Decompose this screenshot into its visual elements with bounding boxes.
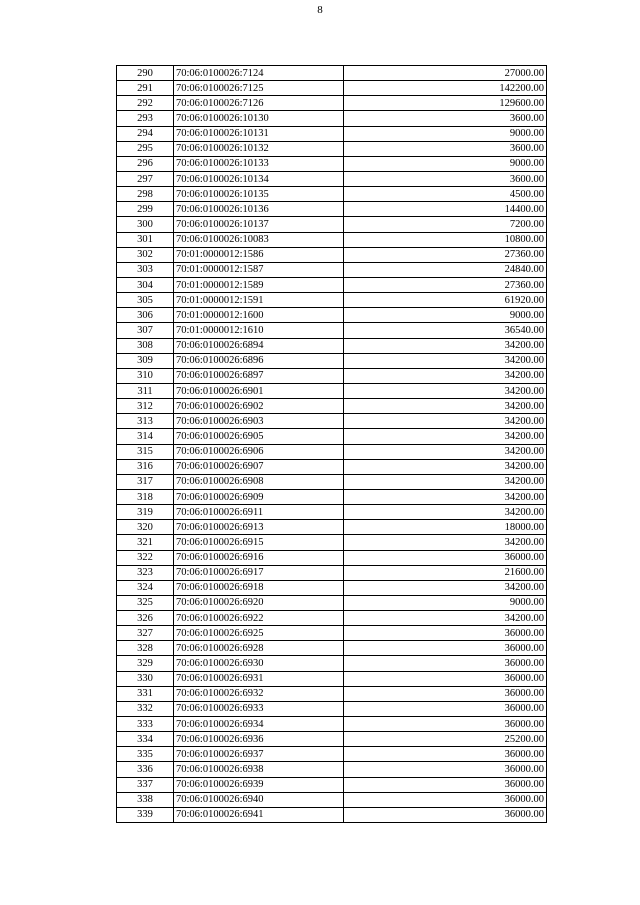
row-number-cell: 300 (117, 217, 174, 232)
cadastral-number-cell: 70:06:0100026:10137 (174, 217, 344, 232)
cadastral-number-cell: 70:06:0100026:10133 (174, 156, 344, 171)
cadastral-number-cell: 70:06:0100026:6932 (174, 686, 344, 701)
table-row (117, 232, 547, 247)
value-cell: 36000.00 (344, 641, 547, 656)
cadastral-number-cell: 70:01:0000012:1587 (174, 262, 344, 277)
cadastral-number-cell: 70:01:0000012:1589 (174, 277, 344, 292)
row-number-cell: 302 (117, 247, 174, 262)
row-number-cell: 336 (117, 762, 174, 777)
cadastral-number-cell: 70:01:0000012:1600 (174, 308, 344, 323)
row-number-cell: 292 (117, 96, 174, 111)
value-cell: 36000.00 (344, 626, 547, 641)
value-cell: 27360.00 (344, 277, 547, 292)
row-number-cell: 312 (117, 399, 174, 414)
value-cell: 3600.00 (344, 171, 547, 186)
row-number-cell: 338 (117, 792, 174, 807)
value-cell: 34200.00 (344, 611, 547, 626)
value-cell: 34200.00 (344, 459, 547, 474)
row-number-cell: 335 (117, 747, 174, 762)
cadastral-number-cell: 70:06:0100026:7125 (174, 81, 344, 96)
row-number-cell: 319 (117, 505, 174, 520)
cadastral-number-cell: 70:06:0100026:10135 (174, 187, 344, 202)
cadastral-number-cell: 70:06:0100026:6941 (174, 807, 344, 822)
table-row (117, 671, 547, 686)
table-row (117, 338, 547, 353)
table-row (117, 626, 547, 641)
value-cell: 10800.00 (344, 232, 547, 247)
row-number-cell: 328 (117, 641, 174, 656)
page-number: 8 (317, 4, 323, 16)
table-row (117, 595, 547, 610)
value-cell: 36000.00 (344, 717, 547, 732)
table-row (117, 762, 547, 777)
value-cell: 36000.00 (344, 807, 547, 822)
table-row (117, 686, 547, 701)
row-number-cell: 291 (117, 81, 174, 96)
cadastral-number-cell: 70:06:0100026:6915 (174, 535, 344, 550)
row-number-cell: 308 (117, 338, 174, 353)
table-row (117, 505, 547, 520)
value-cell: 34200.00 (344, 505, 547, 520)
table-row (117, 399, 547, 414)
cadastral-number-cell: 70:06:0100026:6925 (174, 626, 344, 641)
cadastral-number-cell: 70:06:0100026:6940 (174, 792, 344, 807)
row-number-cell: 331 (117, 686, 174, 701)
table-row (117, 520, 547, 535)
cadastral-number-cell: 70:06:0100026:6902 (174, 399, 344, 414)
row-number-cell: 293 (117, 111, 174, 126)
table-row (117, 96, 547, 111)
cadastral-number-cell: 70:06:0100026:6918 (174, 580, 344, 595)
value-cell: 9000.00 (344, 595, 547, 610)
cadastral-number-cell: 70:06:0100026:6930 (174, 656, 344, 671)
table-row (117, 656, 547, 671)
cadastral-number-cell: 70:01:0000012:1610 (174, 323, 344, 338)
value-cell: 61920.00 (344, 293, 547, 308)
table-body (117, 66, 547, 823)
table-row (117, 187, 547, 202)
cadastral-number-cell: 70:06:0100026:6917 (174, 565, 344, 580)
value-cell: 36000.00 (344, 777, 547, 792)
cadastral-number-cell: 70:06:0100026:10131 (174, 126, 344, 141)
table-row (117, 414, 547, 429)
cadastral-number-cell: 70:06:0100026:6905 (174, 429, 344, 444)
value-cell: 34200.00 (344, 444, 547, 459)
row-number-cell: 318 (117, 489, 174, 504)
table-row (117, 444, 547, 459)
value-cell: 7200.00 (344, 217, 547, 232)
row-number-cell: 337 (117, 777, 174, 792)
cadastral-number-cell: 70:06:0100026:6903 (174, 414, 344, 429)
table-row (117, 66, 547, 81)
table-row (117, 323, 547, 338)
table-row (117, 247, 547, 262)
value-cell: 34200.00 (344, 353, 547, 368)
table-row (117, 474, 547, 489)
value-cell: 36540.00 (344, 323, 547, 338)
value-cell: 14400.00 (344, 202, 547, 217)
value-cell: 3600.00 (344, 111, 547, 126)
row-number-cell: 306 (117, 308, 174, 323)
value-cell: 34200.00 (344, 399, 547, 414)
row-number-cell: 314 (117, 429, 174, 444)
table-row (117, 156, 547, 171)
cadastral-number-cell: 70:06:0100026:7126 (174, 96, 344, 111)
cadastral-number-cell: 70:06:0100026:6916 (174, 550, 344, 565)
value-cell: 36000.00 (344, 747, 547, 762)
table-row (117, 732, 547, 747)
cadastral-number-cell: 70:06:0100026:6931 (174, 671, 344, 686)
row-number-cell: 313 (117, 414, 174, 429)
row-number-cell: 304 (117, 277, 174, 292)
row-number-cell: 325 (117, 595, 174, 610)
cadastral-number-cell: 70:01:0000012:1586 (174, 247, 344, 262)
cadastral-number-cell: 70:06:0100026:6897 (174, 368, 344, 383)
table-row (117, 489, 547, 504)
value-cell: 34200.00 (344, 429, 547, 444)
table-row (117, 126, 547, 141)
table-row (117, 308, 547, 323)
value-cell: 9000.00 (344, 308, 547, 323)
row-number-cell: 332 (117, 701, 174, 716)
value-cell: 34200.00 (344, 383, 547, 398)
cadastral-number-cell: 70:06:0100026:6936 (174, 732, 344, 747)
cadastral-number-cell: 70:06:0100026:6938 (174, 762, 344, 777)
row-number-cell: 339 (117, 807, 174, 822)
table-row (117, 611, 547, 626)
row-number-cell: 327 (117, 626, 174, 641)
value-cell: 9000.00 (344, 126, 547, 141)
value-cell: 34200.00 (344, 338, 547, 353)
row-number-cell: 321 (117, 535, 174, 550)
table-row (117, 217, 547, 232)
cadastral-number-cell: 70:06:0100026:6933 (174, 701, 344, 716)
value-cell: 34200.00 (344, 580, 547, 595)
value-cell: 27000.00 (344, 66, 547, 81)
value-cell: 24840.00 (344, 262, 547, 277)
table-row (117, 777, 547, 792)
table-row (117, 277, 547, 292)
value-cell: 142200.00 (344, 81, 547, 96)
value-cell: 34200.00 (344, 474, 547, 489)
cadastral-number-cell: 70:06:0100026:6908 (174, 474, 344, 489)
value-cell: 36000.00 (344, 701, 547, 716)
row-number-cell: 326 (117, 611, 174, 626)
cadastral-number-cell: 70:06:0100026:6896 (174, 353, 344, 368)
table-row (117, 807, 547, 822)
table-row (117, 171, 547, 186)
table-row (117, 429, 547, 444)
row-number-cell: 301 (117, 232, 174, 247)
row-number-cell: 311 (117, 383, 174, 398)
row-number-cell: 333 (117, 717, 174, 732)
cadastral-number-cell: 70:06:0100026:10136 (174, 202, 344, 217)
value-cell: 4500.00 (344, 187, 547, 202)
row-number-cell: 298 (117, 187, 174, 202)
value-cell: 36000.00 (344, 656, 547, 671)
row-number-cell: 323 (117, 565, 174, 580)
cadastral-number-cell: 70:06:0100026:6901 (174, 383, 344, 398)
cadastral-number-cell: 70:06:0100026:7124 (174, 66, 344, 81)
cadastral-number-cell: 70:06:0100026:6920 (174, 595, 344, 610)
value-cell: 129600.00 (344, 96, 547, 111)
cadastral-number-cell: 70:06:0100026:10134 (174, 171, 344, 186)
cadastral-number-cell: 70:06:0100026:6911 (174, 505, 344, 520)
table-row (117, 262, 547, 277)
value-cell: 36000.00 (344, 671, 547, 686)
table-row (117, 747, 547, 762)
row-number-cell: 330 (117, 671, 174, 686)
value-cell: 36000.00 (344, 762, 547, 777)
cadastral-number-cell: 70:06:0100026:6934 (174, 717, 344, 732)
row-number-cell: 303 (117, 262, 174, 277)
cadastral-number-cell: 70:06:0100026:6922 (174, 611, 344, 626)
value-cell: 36000.00 (344, 686, 547, 701)
value-cell: 9000.00 (344, 156, 547, 171)
row-number-cell: 309 (117, 353, 174, 368)
row-number-cell: 297 (117, 171, 174, 186)
row-number-cell: 317 (117, 474, 174, 489)
cadastral-number-cell: 70:06:0100026:6939 (174, 777, 344, 792)
cadastral-number-cell: 70:06:0100026:6907 (174, 459, 344, 474)
value-cell: 27360.00 (344, 247, 547, 262)
row-number-cell: 322 (117, 550, 174, 565)
value-cell: 34200.00 (344, 489, 547, 504)
table-row (117, 565, 547, 580)
row-number-cell: 329 (117, 656, 174, 671)
value-cell: 3600.00 (344, 141, 547, 156)
row-number-cell: 316 (117, 459, 174, 474)
table-row (117, 717, 547, 732)
table-row (117, 383, 547, 398)
row-number-cell: 320 (117, 520, 174, 535)
row-number-cell: 295 (117, 141, 174, 156)
table-row (117, 368, 547, 383)
cadastral-number-cell: 70:06:0100026:10132 (174, 141, 344, 156)
row-number-cell: 294 (117, 126, 174, 141)
table-row (117, 550, 547, 565)
cadastral-number-cell: 70:06:0100026:6894 (174, 338, 344, 353)
value-cell: 34200.00 (344, 368, 547, 383)
value-cell: 34200.00 (344, 535, 547, 550)
row-number-cell: 305 (117, 293, 174, 308)
cadastral-number-cell: 70:06:0100026:6937 (174, 747, 344, 762)
cadastral-number-cell: 70:06:0100026:6909 (174, 489, 344, 504)
table-row (117, 459, 547, 474)
cadastral-number-cell: 70:06:0100026:6906 (174, 444, 344, 459)
cadastral-number-cell: 70:06:0100026:10130 (174, 111, 344, 126)
row-number-cell: 334 (117, 732, 174, 747)
table-row (117, 535, 547, 550)
value-cell: 18000.00 (344, 520, 547, 535)
table-row (117, 81, 547, 96)
value-cell: 36000.00 (344, 792, 547, 807)
value-cell: 21600.00 (344, 565, 547, 580)
row-number-cell: 310 (117, 368, 174, 383)
table-row (117, 580, 547, 595)
value-cell: 25200.00 (344, 732, 547, 747)
value-cell: 34200.00 (344, 414, 547, 429)
value-cell: 36000.00 (344, 550, 547, 565)
row-number-cell: 307 (117, 323, 174, 338)
table-row (117, 202, 547, 217)
row-number-cell: 315 (117, 444, 174, 459)
row-number-cell: 296 (117, 156, 174, 171)
table-row (117, 701, 547, 716)
row-number-cell: 290 (117, 66, 174, 81)
cadastral-number-cell: 70:06:0100026:10083 (174, 232, 344, 247)
cadastral-number-cell: 70:01:0000012:1591 (174, 293, 344, 308)
table-row (117, 293, 547, 308)
table-row (117, 792, 547, 807)
cadastral-number-cell: 70:06:0100026:6913 (174, 520, 344, 535)
table-row (117, 641, 547, 656)
cadastral-number-cell: 70:06:0100026:6928 (174, 641, 344, 656)
row-number-cell: 299 (117, 202, 174, 217)
table-row (117, 353, 547, 368)
table-row (117, 141, 547, 156)
table-row (117, 111, 547, 126)
row-number-cell: 324 (117, 580, 174, 595)
cadastral-value-table (116, 65, 547, 823)
